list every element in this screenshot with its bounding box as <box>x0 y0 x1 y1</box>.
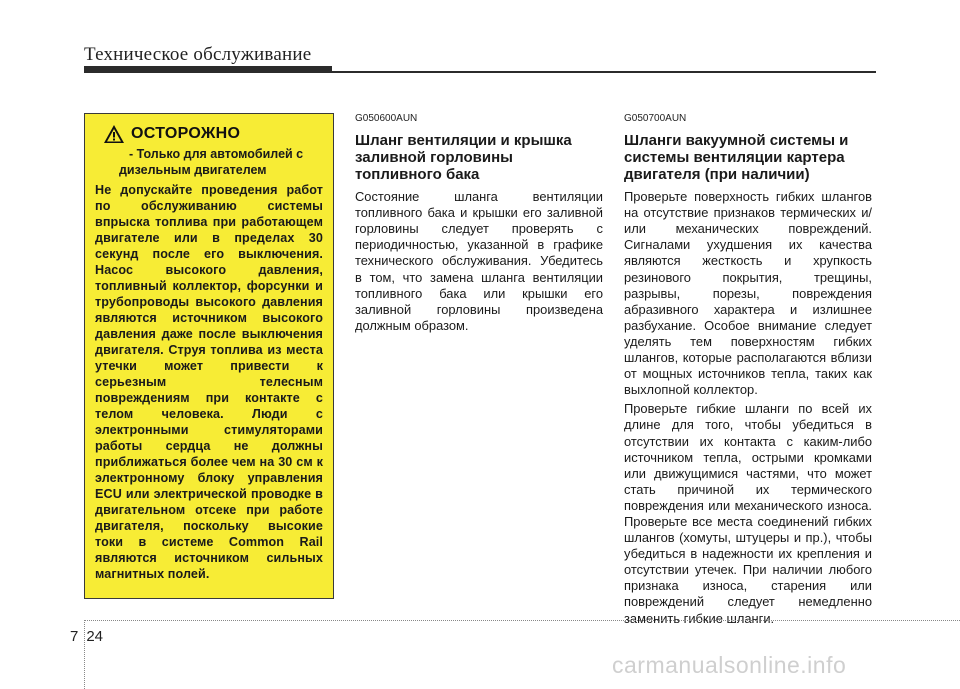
section-code: G050700AUN <box>624 113 687 124</box>
section-fuel-vent <box>355 111 603 337</box>
page-number <box>70 628 103 645</box>
section-paragraph: Состояние шланга вентиляции топливного бака и крышки его заливной горловины следует проверять с периодичностью, указанной в графике технического обслуживания. Убедитесь в том, что замена шланга вентиляции топливного бака или крышки его заливной горловины произведена должным образом. <box>355 189 603 333</box>
section-paragraph: Проверьте гибкие шланги по всей их длине для того, чтобы убедиться в отсутствии их контакта с каким-либо источником тепла, острыми кромками или движущимися частями, что может стать причиной их термического повреждения или механического износа. Проверьте все места соединений гибких шлангов (хомуты, штуцеры и пр.), чтобы убедиться в надежности их крепления и отсутствии утечек. При наличии любого признака износа, старения или повреждений следует немедленно заменить гибкие шланги. <box>624 401 872 626</box>
section-title: Шланги вакуумной системы и системы вентиляции картера двигателя (при наличии) <box>624 132 849 184</box>
warning-title: ОСТОРОЖНО <box>131 125 241 142</box>
footer-rule <box>84 620 960 621</box>
chapter-number: 7 <box>70 628 79 645</box>
section-vacuum-hoses <box>624 111 872 630</box>
page-header-title: Техническое обслуживание <box>84 44 312 65</box>
warning-subtitle: - Только для автомобилей с дизельным двигателем <box>119 147 304 177</box>
section-paragraph: Проверьте поверхность гибких шлангов на отсутствие признаков термических и/или механических повреждений. Сигналами ухудшения их качества являются жесткость и хрупкость резинового покрытия, трещины, разрывы, порезы, повреждения абразивного характера и излишнее разбухание. Особое внимание следует уделять тем поверхностям гибких шлангов, которые располагаются вблизи от мощных источников тепла, таких как выхлопной коллектор. <box>624 189 872 398</box>
header-rule-thin <box>332 71 876 73</box>
warning-body: Не допускайте проведения работ по обслуживанию системы впрыска топлива при работающем двигателе или в пределах 30 секунд после его выключения. Насос высокого давления, топливный коллектор, форсунки и трубопроводы высокого давления являются источником высокого давления даже после выключения двигателя. Струя топлива из места утечки может привести к серьезным телесным повреждениям при контакте с телом человека. Люди с электронными стимуляторами работы сердца не должны приближаться более чем на 30 см к электронному блоку управления ECU или электрической проводке в двигательном отсеке при работе двигателя, поскольку высокие токи в системе Common Rail являются источником сильных магнитных полей. <box>95 183 323 581</box>
header-rule-thick <box>84 66 332 73</box>
section-title: Шланг вентиляции и крышка заливной горловины топливного бака <box>355 132 572 184</box>
warning-box <box>84 113 334 599</box>
section-code: G050600AUN <box>355 113 418 124</box>
page-number-value: 24 <box>86 628 104 645</box>
watermark: carmanualsonline.info <box>612 652 847 678</box>
warning-triangle-icon <box>103 124 125 144</box>
warning-header <box>103 124 323 144</box>
